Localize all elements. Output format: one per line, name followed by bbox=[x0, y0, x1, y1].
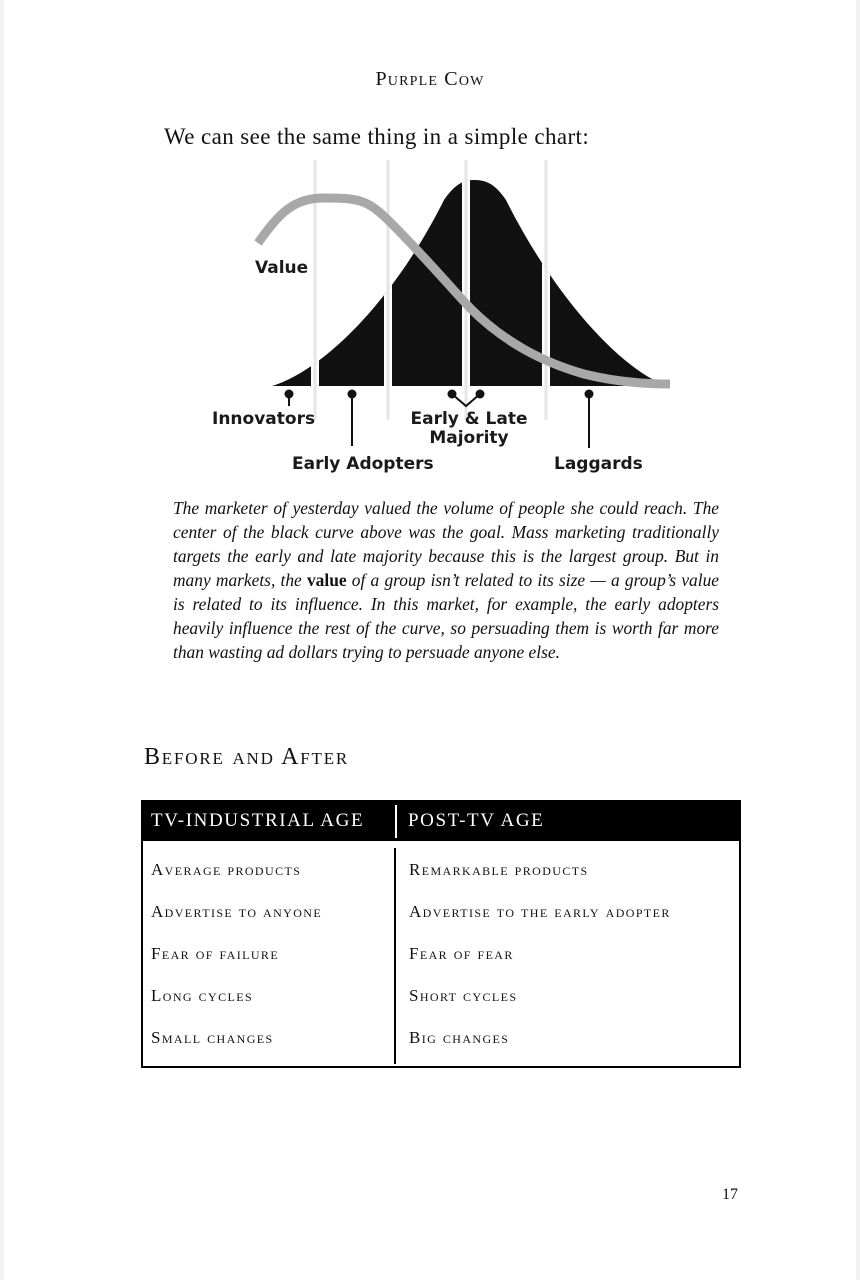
header-divider bbox=[395, 805, 397, 838]
laggards-label: Laggards bbox=[554, 454, 643, 474]
table-row bbox=[143, 860, 739, 890]
caption-text-end: of a group isn’t related to its size — a group’s value is related to its influence. In this market, for example, the early adopters heavily influence the rest of the curve, so persuading them is worth far more than wasting ad dollars trying to persuade anyone else. bbox=[173, 570, 719, 662]
section-title: Before and After bbox=[144, 744, 350, 770]
table-row bbox=[143, 944, 739, 974]
cell-old: Small changes bbox=[151, 1028, 274, 1047]
header-right: POST-TV AGE bbox=[408, 810, 545, 831]
comparison-table bbox=[141, 800, 741, 1068]
adoption-curve-figure bbox=[4, 150, 856, 480]
figure-caption bbox=[173, 496, 719, 664]
cell-old: Average products bbox=[151, 860, 302, 879]
cell-old: Long cycles bbox=[151, 986, 254, 1005]
bell-curve bbox=[264, 170, 684, 392]
caption-text-start: The marketer of yesterday valued the volume of people she could reach. The center of the black curve above was the goal. Mass marketing traditionally targets the early and late majority because this is the largest group. But in many markets, the bbox=[173, 498, 719, 590]
majority-label-line1: Early & Late bbox=[410, 409, 528, 429]
value-label: Value bbox=[255, 258, 309, 278]
table-row bbox=[143, 986, 739, 1016]
running-head: Purple Cow bbox=[375, 68, 485, 90]
caption-bold-word: value bbox=[306, 570, 347, 590]
lead-sentence: We can see the same thing in a simple chart: bbox=[164, 124, 590, 149]
cell-new: Short cycles bbox=[409, 986, 518, 1005]
comparison-header bbox=[143, 802, 739, 841]
cell-old: Fear of failure bbox=[151, 944, 280, 963]
cell-new: Remarkable products bbox=[409, 860, 589, 879]
cell-new: Big changes bbox=[409, 1028, 510, 1047]
innovators-label: Innovators bbox=[212, 409, 316, 429]
cell-new: Fear of fear bbox=[409, 944, 514, 963]
majority-label-line2: Majority bbox=[429, 428, 509, 448]
early-adopters-label: Early Adopters bbox=[292, 454, 434, 474]
cell-new: Advertise to the early adopter bbox=[409, 902, 671, 921]
table-row bbox=[143, 1028, 739, 1058]
cell-old: Advertise to anyone bbox=[151, 902, 323, 921]
page-number: 17 bbox=[722, 1186, 738, 1203]
header-left: TV-INDUSTRIAL AGE bbox=[151, 810, 365, 831]
table-row bbox=[143, 902, 739, 932]
book-page bbox=[4, 0, 856, 1280]
